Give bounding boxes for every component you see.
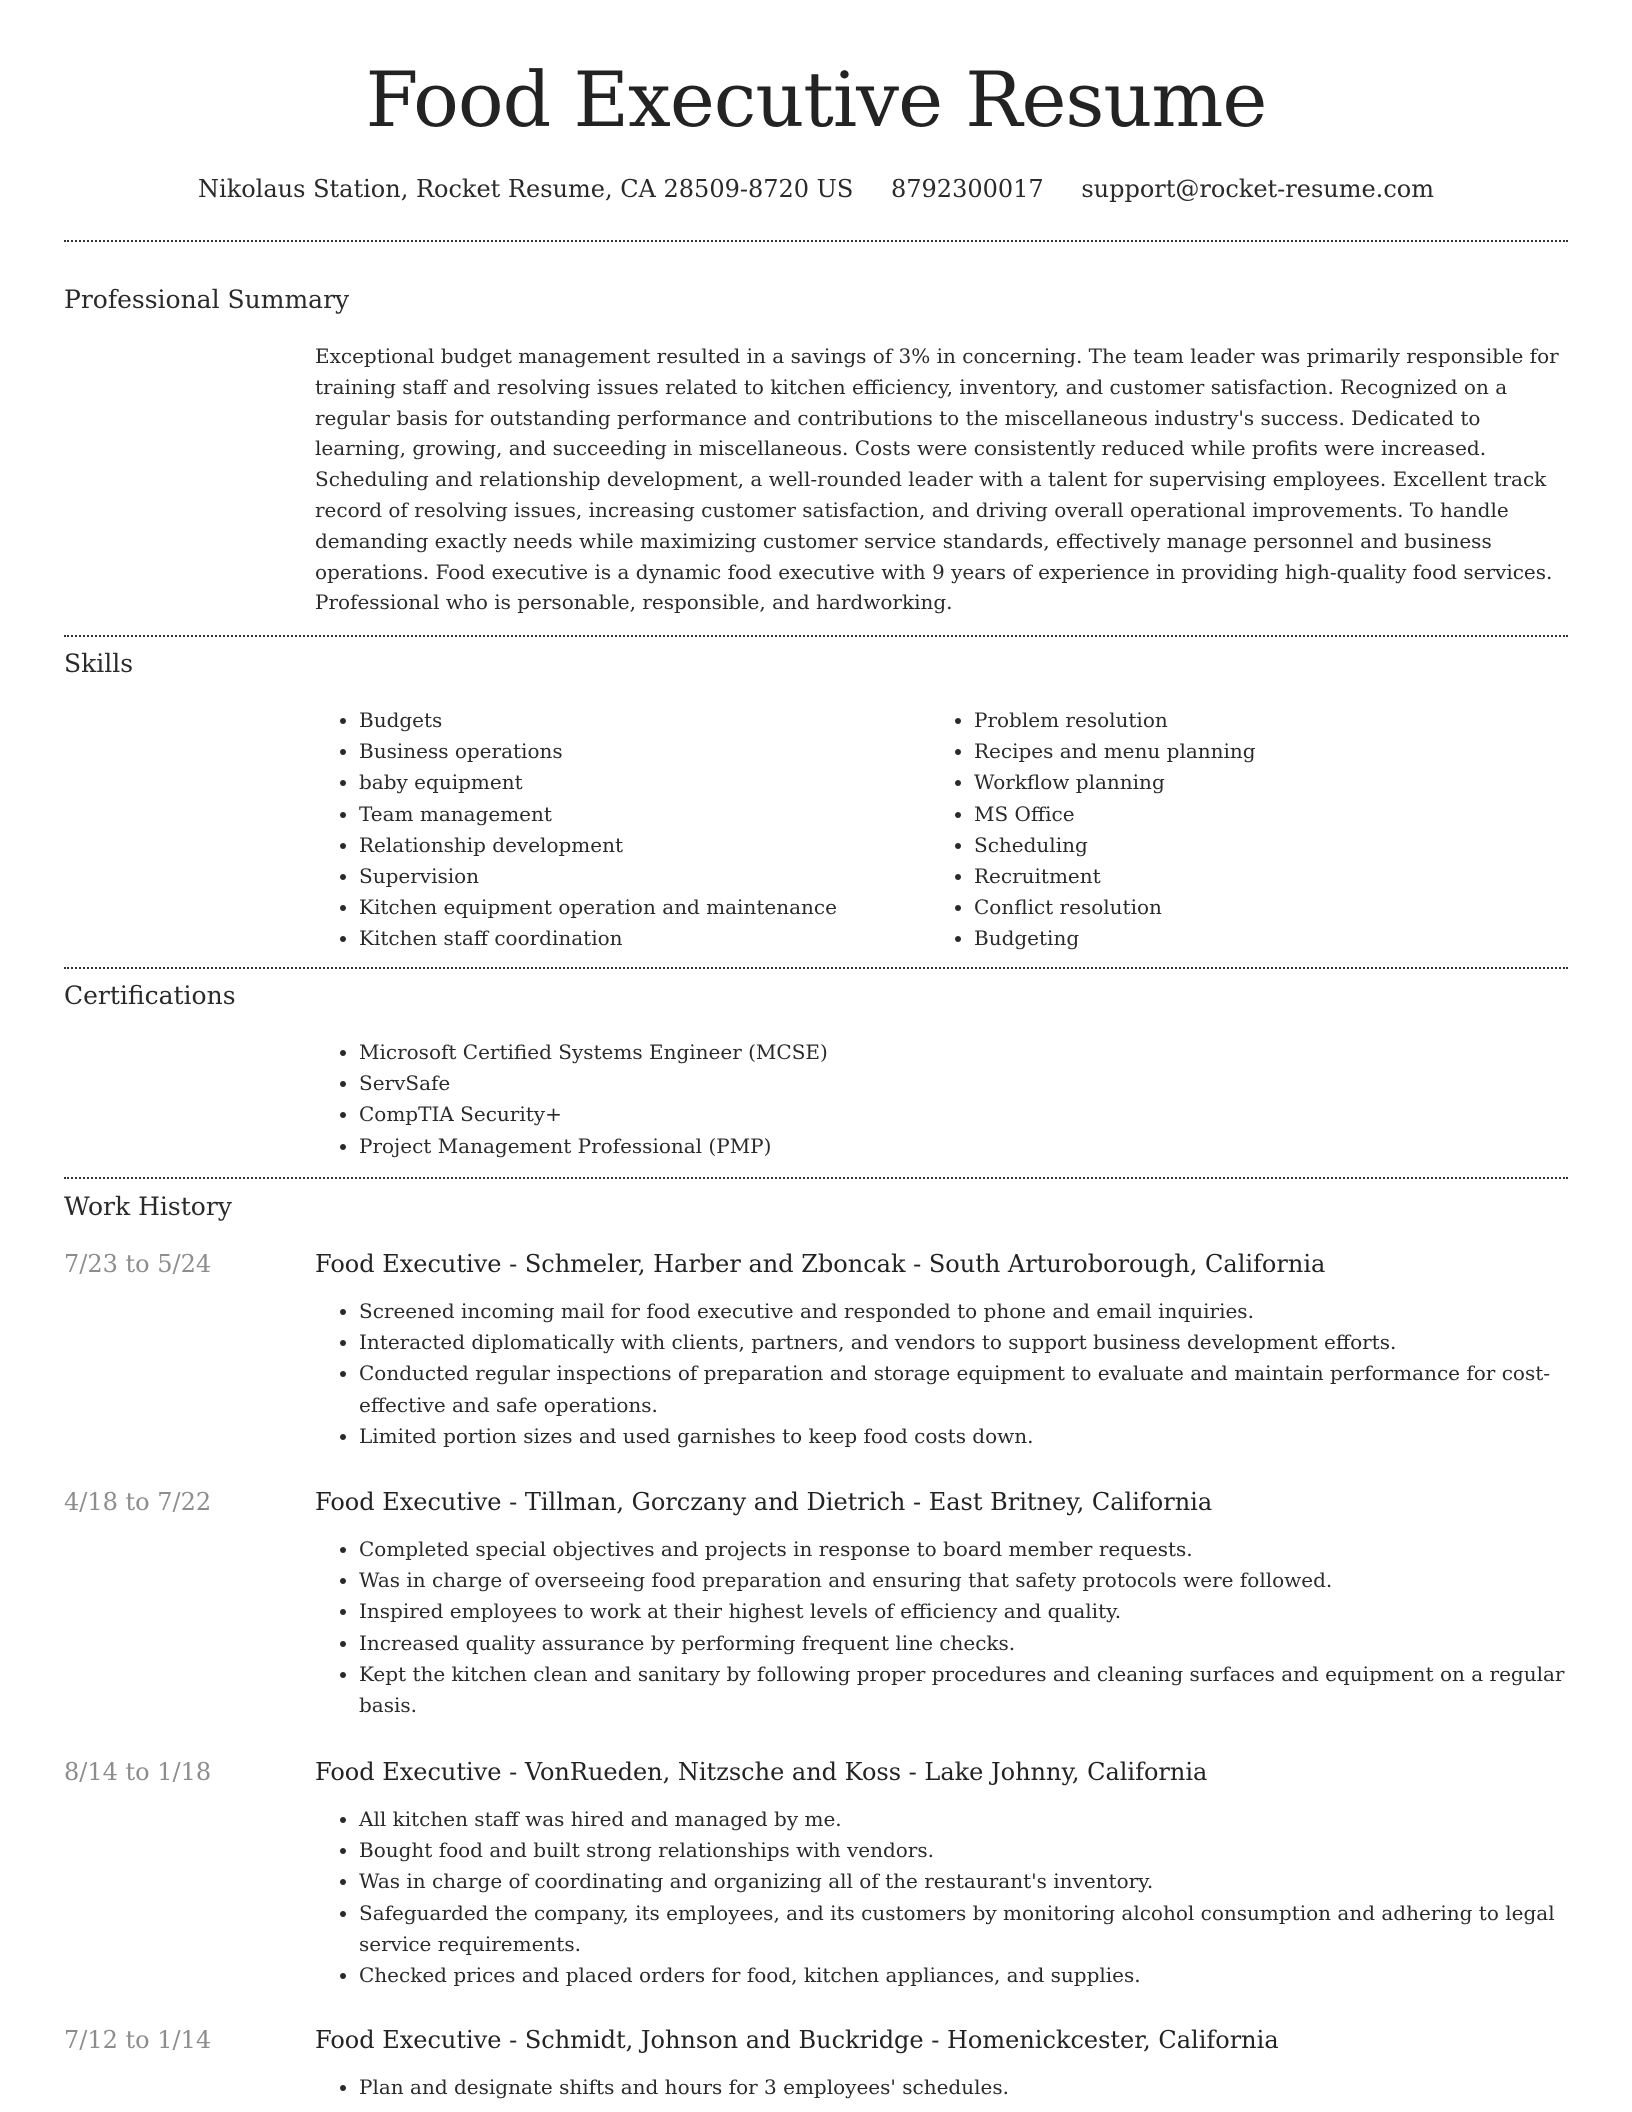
- skill-item: • Relationship development: [359, 830, 919, 861]
- job-dates: 8/14 to 1/18: [64, 1758, 212, 1786]
- job-bullet: • Was in charge of coordinating and organizing all of the restaurant's inventory.: [359, 1866, 1591, 1897]
- job-bullet: • Plan and designate shifts and hours for 3 employees' schedules.: [359, 2072, 1591, 2103]
- job-dates: 4/18 to 7/22: [64, 1488, 212, 1516]
- job-bullet: • Increased quality assurance by performing frequent line checks.: [359, 1628, 1591, 1659]
- skill-item: • Conflict resolution: [974, 892, 1534, 923]
- skill-item: • Budgeting: [974, 923, 1534, 954]
- certification-item: • CompTIA Security+: [359, 1099, 1259, 1130]
- skills-list-right: [930, 705, 1534, 955]
- certification-item: • Project Management Professional (PMP): [359, 1131, 1259, 1162]
- skill-item: • MS Office: [974, 799, 1534, 830]
- skill-item: • Problem resolution: [974, 705, 1534, 736]
- section-title-certifications: Certifications: [64, 981, 236, 1010]
- job-bullets: [315, 1804, 1591, 1991]
- summary-text: Exceptional budget management resulted in a savings of 3% in concerning. The team leader was primarily responsible for training staff and resolving issues related to kitchen efficiency, inventory, and customer satisfaction. Recognized on a regular basis for outstanding performance and contributions to the miscellaneous industry's success. Dedicated to learning, growing, and succeeding in miscellaneous. Costs were consistently reduced while profits were increased. Scheduling and relationship development, a well-rounded leader with a talent for supervising employees. Excellent track record of resolving issues, increasing customer satisfaction, and driving overall operational improvements. To handle demanding exactly needs while maximizing customer service standards, effectively manage personnel and business operations. Food executive is a dynamic food executive with 9 years of experience in providing high-quality food services. Professional who is personable, responsible, and hardworking.: [315, 344, 1559, 615]
- section-title-summary: Professional Summary: [64, 285, 350, 314]
- job-bullet: • Checked prices and placed orders for food, kitchen appliances, and supplies.: [359, 1960, 1591, 1991]
- job-title: Food Executive - Tillman, Gorczany and Dietrich - East Britney, California: [315, 1488, 1213, 1516]
- skill-item: • Kitchen staff coordination: [359, 923, 919, 954]
- divider: [64, 240, 1568, 242]
- resume-title: Food Executive Resume: [365, 55, 1267, 144]
- skill-item: • Team management: [359, 799, 919, 830]
- job-dates: 7/12 to 1/14: [64, 2026, 212, 2054]
- job-bullet: • Completed special objectives and projects in response to board member requests.: [359, 1534, 1591, 1565]
- job-bullet: • All kitchen staff was hired and managed by me.: [359, 1804, 1591, 1835]
- skill-item: • Recipes and menu planning: [974, 736, 1534, 767]
- certifications-list: [315, 1037, 1259, 1162]
- contact-address: Nikolaus Station, Rocket Resume, CA 28509-8720 US: [198, 175, 854, 203]
- job-bullet: • Bought food and built strong relationships with vendors.: [359, 1835, 1591, 1866]
- job-bullets: [315, 2072, 1591, 2103]
- job-title: Food Executive - VonRueden, Nitzsche and Koss - Lake Johnny, California: [315, 1758, 1208, 1786]
- certification-item: • ServSafe: [359, 1068, 1259, 1099]
- contact-line: [0, 172, 1632, 206]
- section-title-work-history: Work History: [64, 1192, 232, 1221]
- divider: [64, 1177, 1568, 1179]
- divider: [64, 967, 1568, 969]
- skill-item: • Kitchen equipment operation and maintenance: [359, 892, 919, 923]
- job-title: Food Executive - Schmidt, Johnson and Buckridge - Homenickcester, California: [315, 2026, 1279, 2054]
- job-title: Food Executive - Schmeler, Harber and Zboncak - South Arturoborough, California: [315, 1250, 1326, 1278]
- skill-item: • baby equipment: [359, 767, 919, 798]
- job-bullets: [315, 1296, 1591, 1452]
- job-bullet: • Limited portion sizes and used garnishes to keep food costs down.: [359, 1421, 1591, 1452]
- skill-item: • Workflow planning: [974, 767, 1534, 798]
- job-bullet: • Conducted regular inspections of preparation and storage equipment to evaluate and maintain performance for cost-effective and safe operations.: [359, 1358, 1591, 1420]
- skill-item: • Budgets: [359, 705, 919, 736]
- section-title-skills: Skills: [64, 649, 134, 678]
- job-bullet: • Was in charge of overseeing food preparation and ensuring that safety protocols were followed.: [359, 1565, 1591, 1596]
- job-dates: 7/23 to 5/24: [64, 1250, 212, 1278]
- skill-item: • Recruitment: [974, 861, 1534, 892]
- contact-email: support@rocket-resume.com: [1081, 175, 1434, 203]
- job-bullets: [315, 1534, 1591, 1721]
- job-bullet: • Interacted diplomatically with clients, partners, and vendors to support business development efforts.: [359, 1327, 1591, 1358]
- skill-item: • Supervision: [359, 861, 919, 892]
- divider: [64, 635, 1568, 637]
- contact-phone: 8792300017: [891, 175, 1044, 203]
- skills-list-left: [315, 705, 919, 955]
- job-bullet: • Inspired employees to work at their highest levels of efficiency and quality.: [359, 1596, 1591, 1627]
- skill-item: • Business operations: [359, 736, 919, 767]
- job-bullet: • Safeguarded the company, its employees, and its customers by monitoring alcohol consumption and adhering to legal service requirements.: [359, 1898, 1591, 1960]
- job-bullet: • Kept the kitchen clean and sanitary by following proper procedures and cleaning surfaces and equipment on a regular basis.: [359, 1659, 1591, 1721]
- skill-item: • Scheduling: [974, 830, 1534, 861]
- job-bullet: • Screened incoming mail for food executive and responded to phone and email inquiries.: [359, 1296, 1591, 1327]
- certification-item: • Microsoft Certified Systems Engineer (MCSE): [359, 1037, 1259, 1068]
